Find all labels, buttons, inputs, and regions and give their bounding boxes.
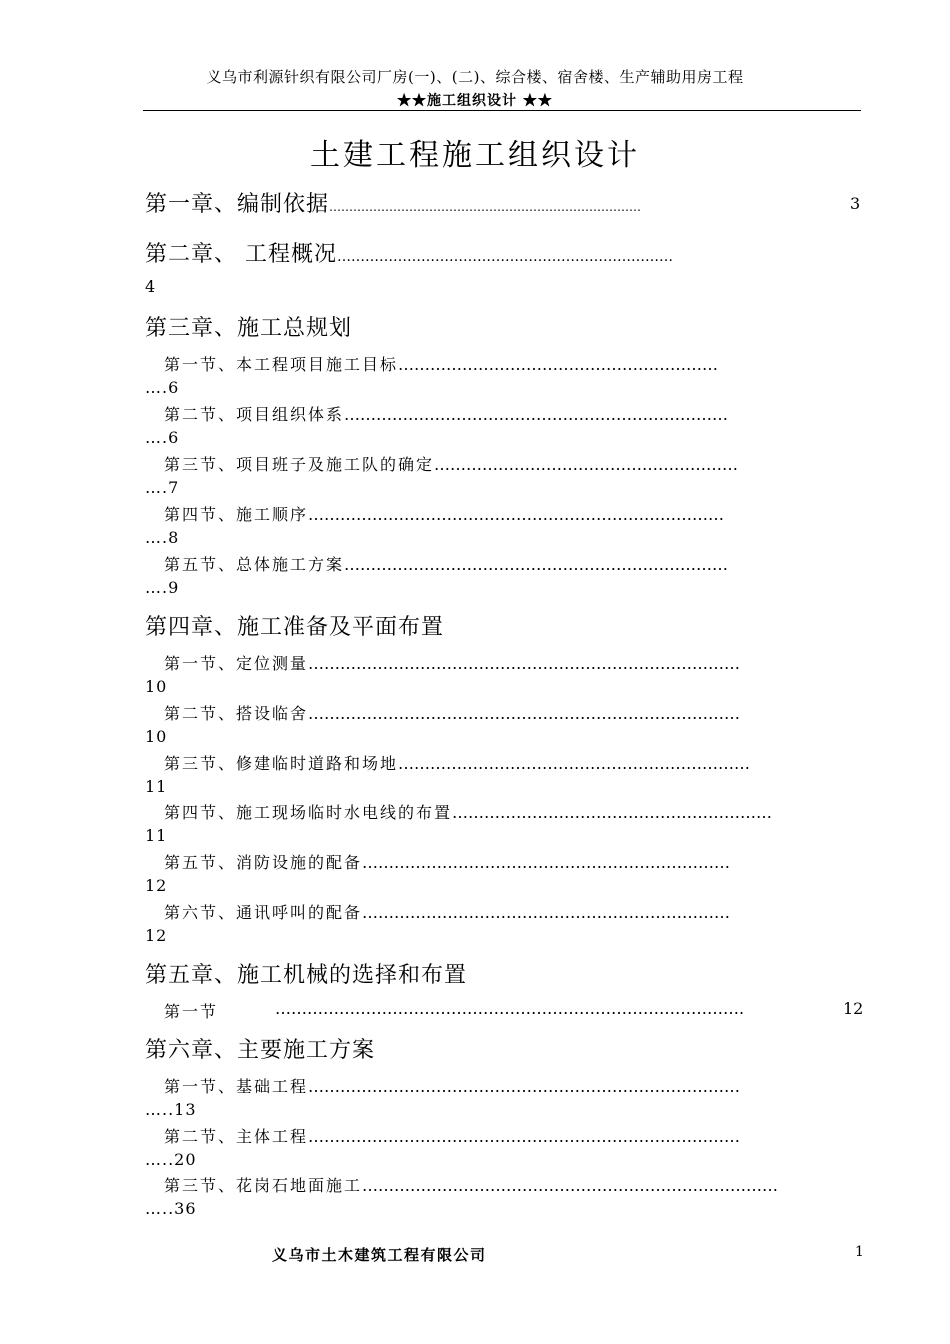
toc-leader: …………………………………………………… [398,355,719,374]
toc-page-section-4-2: 10 [145,727,168,746]
toc-page-section-3-1: ….6 [145,378,180,397]
toc-chapter-3[interactable] [145,311,352,342]
toc-section-3-5[interactable] [164,552,861,575]
toc-section-4-1[interactable] [164,651,861,674]
toc-leader: ……………………………………………………………………… [308,1077,741,1096]
toc-label: 第二节、搭设临舍 [164,704,309,723]
toc-page-section-3-3: ….7 [145,478,180,497]
toc-section-4-6[interactable] [164,900,861,923]
toc-chapter-5[interactable] [145,958,467,989]
toc-section-3-4[interactable] [164,502,861,525]
toc-label: 第一节、本工程项目施工目标 [164,355,399,374]
toc-page-section-3-5: ….9 [145,578,180,597]
header-subtitle: ★★施工组织设计 ★★ [397,93,553,109]
toc-section-5-1[interactable] [164,999,218,1022]
toc-label: 第五节、消防设施的配备 [164,853,363,872]
toc-page-chapter-2: 4 [145,277,157,296]
toc-label: 第三节、项目班子及施工队的确定 [164,455,435,474]
toc-label: 第三节、修建临时道路和场地 [164,754,399,773]
toc-page-section-4-3: 11 [145,777,168,796]
toc-label: 第一节、基础工程 [164,1077,309,1096]
toc-label: 第一章、编制依据 [145,192,330,217]
toc-leader: ……………………………………………………………………… [308,654,741,673]
toc-label: 第五节、总体施工方案 [164,555,345,574]
toc-section-4-3[interactable] [164,751,861,774]
footer-page-number: 1 [855,1244,864,1260]
toc-label: 第二节、项目组织体系 [164,405,345,424]
toc-leader: …………………………………………………………………… [329,200,642,214]
toc-label: 第四章、施工准备及平面布置 [145,615,445,640]
toc-page-section-6-3: …..36 [145,1199,197,1218]
toc-leader: …………………………………………………… [452,803,773,822]
toc-section-6-3[interactable] [164,1173,861,1196]
toc-leader: ……………………………………………………………… [344,405,729,424]
toc-leader: ……………………………………………………………………… [308,1127,741,1146]
toc-page-section-6-1: …..13 [145,1100,197,1119]
toc-leader: …………………………………………………………………… [308,505,725,524]
toc-section-3-1[interactable] [164,352,861,375]
toc-leader-section-5-1: ……………………………………………………………………………. [275,999,745,1018]
toc-label: 第四节、施工现场临时水电线的布置 [164,803,453,822]
toc-page-section-3-2: ….6 [145,428,180,447]
toc-chapter-4[interactable] [145,610,444,641]
toc-page-section-5-1: 12 [843,999,864,1018]
toc-label: 第五章、施工机械的选择和布置 [145,963,468,988]
toc-chapter-1[interactable] [145,187,775,218]
toc-leader: ……………………………………………………………… [337,249,673,265]
toc-section-4-4[interactable] [164,800,861,823]
toc-page-chapter-1: 3 [850,194,861,213]
toc-section-4-5[interactable] [164,850,861,873]
footer-company-name: 义乌市土木建筑工程有限公司 [272,1246,487,1264]
toc-chapter-6[interactable] [145,1033,375,1064]
toc-label: 第一节、定位测量 [164,654,309,673]
toc-page-section-4-5: 12 [145,876,168,895]
toc-leader: ………………………………………………………… [398,754,751,773]
toc-leader: ………………………………………………… [434,455,739,474]
toc-page-section-6-2: …..20 [145,1150,197,1169]
toc-label: 第三节、花岗石地面施工 [164,1176,363,1195]
toc-label: 第三章、施工总规划 [145,316,353,341]
toc-leader: …………………………………………………………… [362,853,731,872]
toc-leader: …………………………………………………………… [362,903,731,922]
toc-label: 第六节、通讯呼叫的配备 [164,903,363,922]
toc-section-4-2[interactable] [164,701,861,724]
toc-label: 第二节、主体工程 [164,1127,309,1146]
toc-label: 第六章、主要施工方案 [145,1038,376,1063]
toc-page-section-4-4: 11 [145,826,168,845]
toc-label: 第一节 [164,1002,219,1021]
toc-section-6-1[interactable] [164,1074,861,1097]
toc-page-section-4-6: 12 [145,926,168,945]
toc-chapter-2[interactable] [145,237,861,268]
toc-section-3-3[interactable] [164,452,861,475]
header-divider [143,110,861,111]
toc-leader: ……………………………………………………………………… [308,704,741,723]
toc-page-section-3-4: ….8 [145,528,180,547]
toc-section-3-2[interactable] [164,402,861,425]
toc-leader: …………………………………………………………………… [362,1176,779,1195]
toc-leader: ……………………………………………………………… [344,555,729,574]
toc-section-6-2[interactable] [164,1124,861,1147]
document-title: 土建工程施工组织设计 [310,138,640,173]
toc-label: 第四节、施工顺序 [164,505,309,524]
toc-page-section-4-1: 10 [145,677,168,696]
toc-label: 第二章、 工程概况 [145,242,337,267]
header-project-name: 义乌市利源针织有限公司厂房(一)、(二)、综合楼、宿舍楼、生产辅助用房工程 [206,68,744,86]
